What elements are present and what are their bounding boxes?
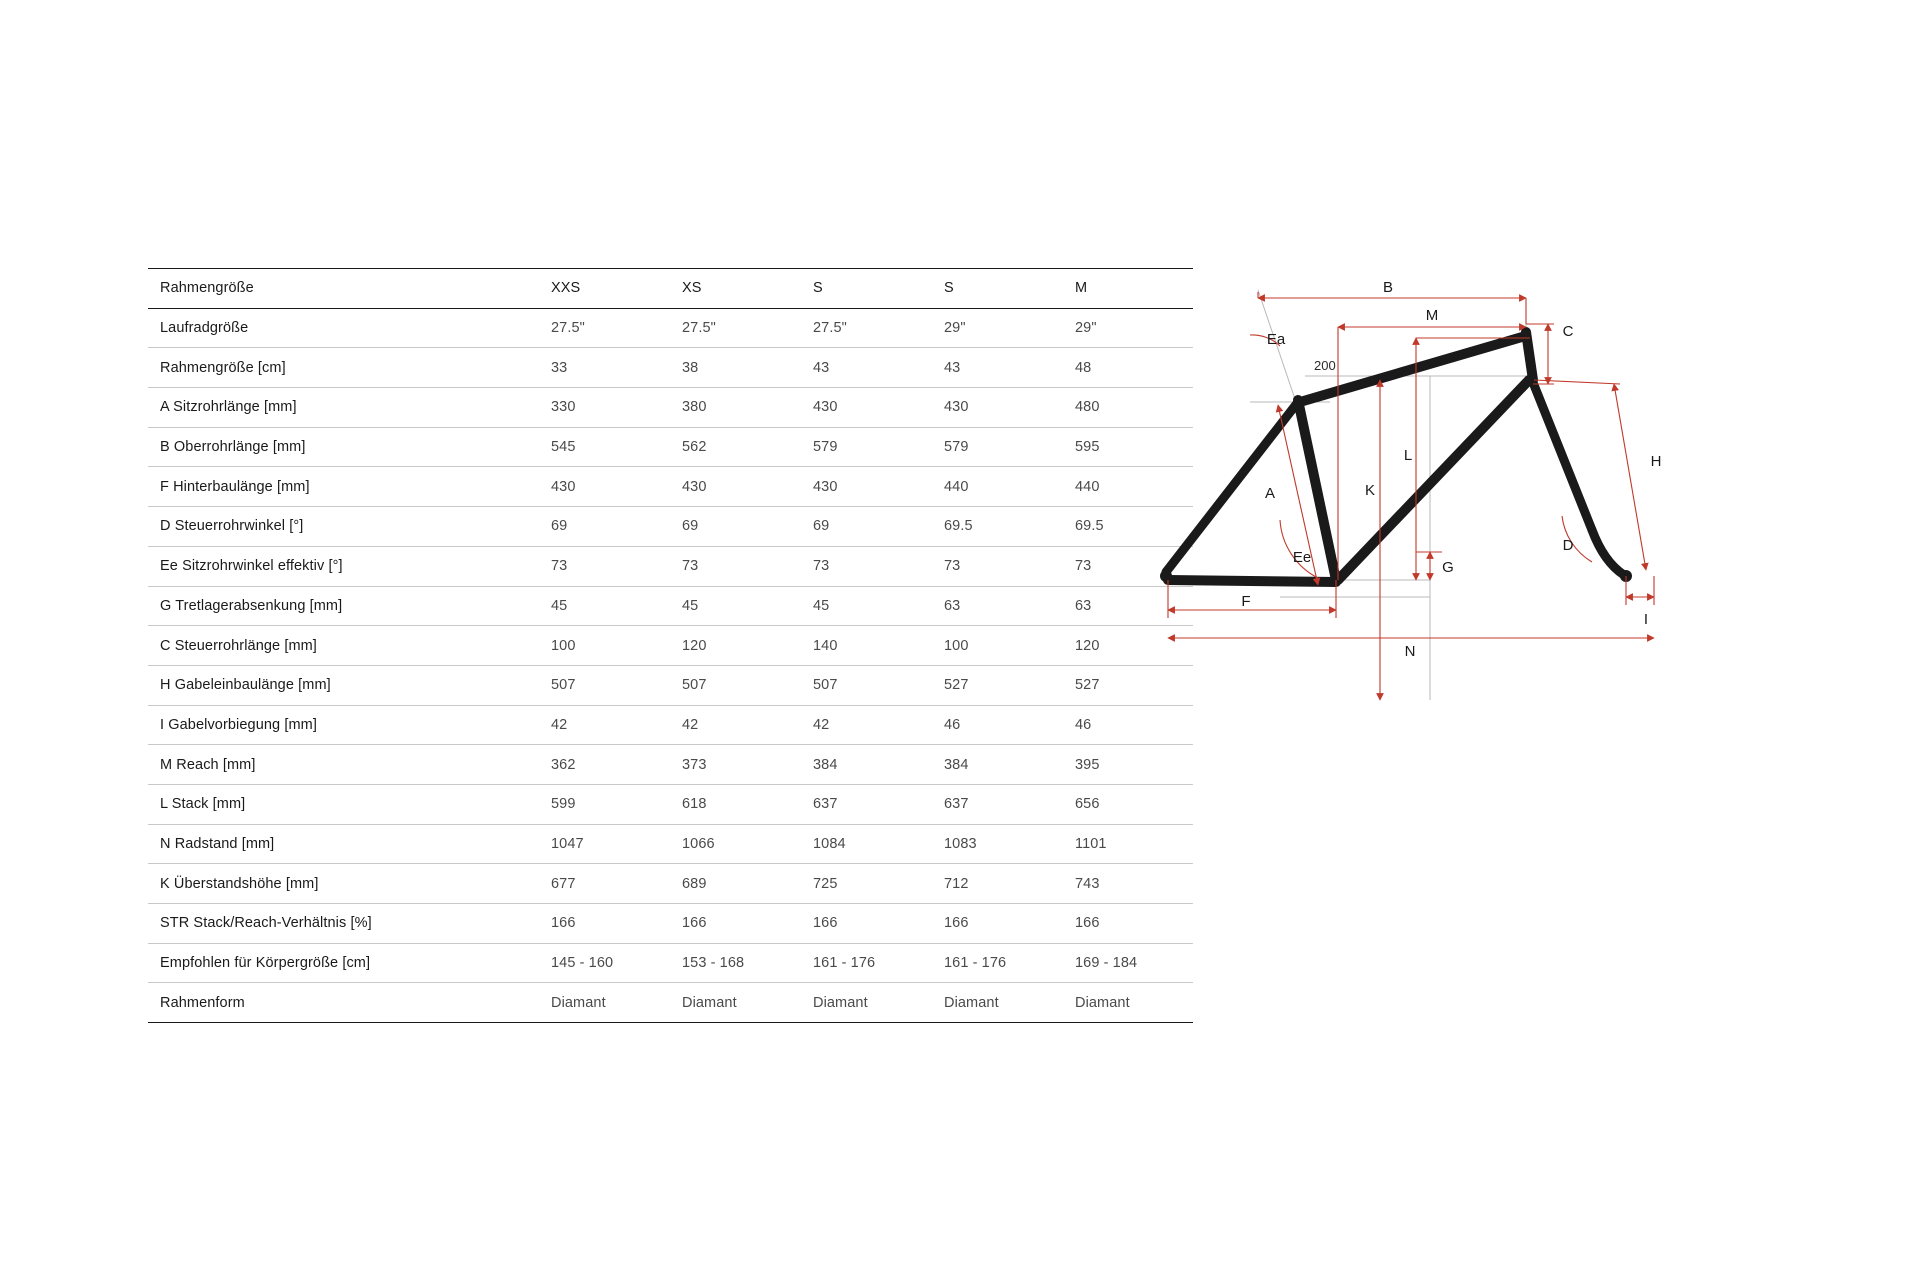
dimension-H (1614, 384, 1646, 570)
row-value: 100 (551, 637, 576, 654)
dimension-labels (1241, 280, 1661, 660)
row-value: 689 (682, 875, 707, 892)
frame-geometry-svg (1130, 280, 1810, 740)
row-value: 69.5 (1075, 518, 1104, 535)
table-row (148, 864, 1193, 904)
row-value: 380 (682, 399, 707, 416)
row-value: 43 (813, 359, 830, 376)
row-label: Empfohlen für Körpergröße [cm] (160, 955, 371, 972)
row-value: 161 - 176 (944, 955, 1007, 972)
row-value: 38 (682, 359, 699, 376)
row-value: 430 (813, 478, 838, 495)
row-value: 430 (944, 399, 969, 416)
row-label: G Tretlagerabsenkung [mm] (160, 597, 343, 614)
table-row (148, 467, 1193, 507)
row-label: L Stack [mm] (160, 796, 246, 813)
row-value: 46 (1075, 716, 1092, 733)
row-value: 637 (944, 796, 969, 813)
row-value: 46 (944, 716, 961, 733)
row-value: 120 (682, 637, 707, 654)
table-row (148, 507, 1193, 547)
row-value: 69.5 (944, 518, 973, 535)
table-row (148, 745, 1193, 785)
row-value: 120 (1075, 637, 1100, 654)
row-value: 430 (551, 478, 576, 495)
row-value: Diamant (551, 994, 606, 1011)
row-value: 153 - 168 (682, 955, 745, 972)
table-header-cell: Rahmengröße (160, 280, 254, 297)
row-label: M Reach [mm] (160, 756, 256, 773)
table-row (148, 705, 1193, 745)
row-value: 330 (551, 399, 576, 416)
row-value: 45 (682, 597, 699, 614)
row-value: 507 (813, 677, 838, 694)
row-value: 69 (682, 518, 699, 535)
row-value: 73 (551, 558, 568, 575)
row-value: 166 (682, 915, 707, 932)
label-Ee: Ee (1292, 549, 1312, 566)
row-value: 599 (551, 796, 576, 813)
row-value: 45 (813, 597, 830, 614)
label-D: D (1562, 537, 1574, 554)
row-value: 73 (813, 558, 830, 575)
row-value: 29" (1075, 320, 1097, 337)
label-N: N (1404, 643, 1416, 660)
row-label: I Gabelvorbiegung [mm] (160, 716, 317, 733)
table-header-cell: XS (682, 280, 702, 297)
row-value: 618 (682, 796, 707, 813)
table-row (148, 308, 1193, 348)
row-value: 562 (682, 439, 707, 456)
table-header-cell: S (944, 280, 954, 297)
row-value: 42 (813, 716, 830, 733)
row-label: Rahmengröße [cm] (160, 359, 286, 376)
label-A: A (1264, 485, 1276, 502)
frame-geometry-diagram (1130, 280, 1810, 740)
row-value: 166 (813, 915, 838, 932)
row-value: 384 (813, 756, 838, 773)
row-value: 362 (551, 756, 576, 773)
row-label: Laufradgröße (160, 320, 249, 337)
row-value: 42 (551, 716, 568, 733)
label-M: M (1425, 307, 1439, 324)
row-value: 166 (1075, 915, 1100, 932)
table-header-row (148, 269, 1193, 309)
row-value: 1101 (1075, 835, 1107, 852)
table-row (148, 626, 1193, 666)
table-header-cell: S (813, 280, 823, 297)
table-row (148, 824, 1193, 864)
row-value: 1047 (551, 835, 584, 852)
label-H: H (1650, 453, 1662, 470)
row-value: 63 (944, 597, 961, 614)
row-value: 166 (944, 915, 969, 932)
row-value: 27.5" (551, 320, 585, 337)
table-row (148, 904, 1193, 944)
row-value: 145 - 160 (551, 955, 614, 972)
table-row (148, 665, 1193, 705)
row-value: 527 (944, 677, 969, 694)
row-value: 27.5" (682, 320, 716, 337)
row-value: Diamant (1075, 994, 1130, 1011)
row-label: STR Stack/Reach-Verhältnis [%] (160, 915, 372, 932)
row-value: 69 (813, 518, 830, 535)
table-row (148, 784, 1193, 824)
row-value: 507 (551, 677, 576, 694)
row-value: 140 (813, 637, 838, 654)
label-C: C (1562, 323, 1574, 340)
row-value: 712 (944, 875, 969, 892)
label-B: B (1382, 280, 1394, 296)
table-header-cell: M (1075, 280, 1088, 297)
row-value: 507 (682, 677, 707, 694)
row-value: 42 (682, 716, 699, 733)
frame-tubes (1160, 332, 1632, 582)
row-value: Diamant (682, 994, 737, 1011)
row-value: 100 (944, 637, 969, 654)
row-value: Diamant (944, 994, 999, 1011)
label-angle-200: 200 (1314, 358, 1336, 373)
row-value: 161 - 176 (813, 955, 876, 972)
label-K: K (1364, 482, 1376, 499)
row-value: 73 (682, 558, 699, 575)
table-header-cell: XXS (551, 280, 581, 297)
row-value: 166 (551, 915, 576, 932)
row-label: K Überstandshöhe [mm] (160, 875, 319, 892)
row-value: 73 (1075, 558, 1092, 575)
row-label: F Hinterbaulänge [mm] (160, 478, 310, 495)
row-value: 69 (551, 518, 568, 535)
row-value: 45 (551, 597, 568, 614)
row-label: Rahmenform (160, 994, 245, 1011)
geometry-table (148, 268, 1193, 1023)
row-value: 73 (944, 558, 961, 575)
row-value: 677 (551, 875, 576, 892)
row-label: H Gabeleinbaulänge [mm] (160, 677, 331, 694)
row-value: 440 (1075, 478, 1100, 495)
table-row (148, 427, 1193, 467)
row-label: D Steuerrohrwinkel [°] (160, 518, 304, 535)
row-value: 595 (1075, 439, 1100, 456)
row-label: B Oberrohrlänge [mm] (160, 439, 306, 456)
row-value: 1084 (813, 835, 846, 852)
label-Ea: Ea (1266, 331, 1286, 348)
row-value: 1066 (682, 835, 715, 852)
row-value: 480 (1075, 399, 1100, 416)
label-G: G (1442, 559, 1454, 576)
row-value: 579 (944, 439, 969, 456)
row-value: 384 (944, 756, 969, 773)
row-value: 725 (813, 875, 838, 892)
row-value: 545 (551, 439, 576, 456)
label-L: L (1403, 447, 1413, 464)
label-F: F (1241, 593, 1251, 610)
row-value: 48 (1075, 359, 1092, 376)
row-value: 395 (1075, 756, 1100, 773)
row-value: 579 (813, 439, 838, 456)
row-value: 43 (944, 359, 961, 376)
table-row (148, 546, 1193, 586)
geometry-table-container (148, 268, 1138, 1023)
row-value: 440 (944, 478, 969, 495)
table-row (148, 983, 1193, 1023)
table-row (148, 943, 1193, 983)
table-row (148, 348, 1193, 388)
row-value: 29" (944, 320, 966, 337)
row-value: 27.5" (813, 320, 847, 337)
row-value: 656 (1075, 796, 1100, 813)
row-value: 63 (1075, 597, 1092, 614)
row-value: 1083 (944, 835, 977, 852)
row-value: 33 (551, 359, 568, 376)
table-row (148, 388, 1193, 428)
label-I: I (1643, 611, 1649, 628)
row-label: A Sitzrohrlänge [mm] (160, 399, 297, 416)
row-value: 169 - 184 (1075, 955, 1138, 972)
row-value: 637 (813, 796, 838, 813)
row-label: C Steuerrohrlänge [mm] (160, 637, 317, 654)
row-label: Ee Sitzrohrwinkel effektiv [°] (160, 558, 343, 575)
row-value: Diamant (813, 994, 868, 1011)
row-value: 373 (682, 756, 707, 773)
table-row (148, 586, 1193, 626)
row-value: 430 (813, 399, 838, 416)
row-value: 527 (1075, 677, 1100, 694)
row-label: N Radstand [mm] (160, 835, 275, 852)
row-value: 430 (682, 478, 707, 495)
row-value: 743 (1075, 875, 1100, 892)
